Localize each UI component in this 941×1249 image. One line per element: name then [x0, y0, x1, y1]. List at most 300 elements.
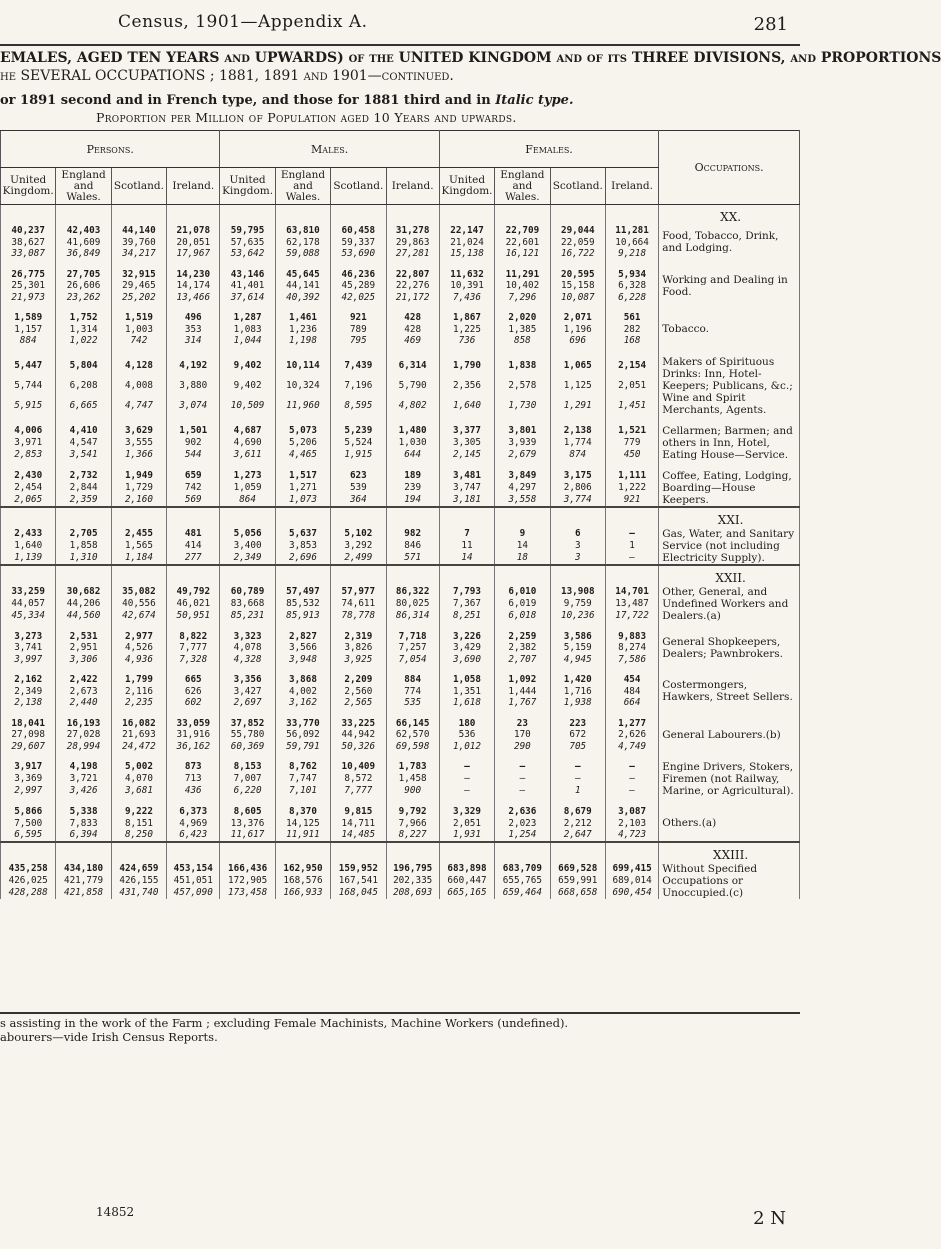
gap-cell	[111, 303, 166, 312]
table-cell: 7,439	[331, 356, 386, 376]
table-cell: 644	[386, 449, 439, 461]
table-cell: 1,198	[275, 335, 330, 347]
table-cell: 57,635	[220, 237, 275, 249]
gap-cell	[659, 416, 800, 425]
table-cell: 4,465	[275, 449, 330, 461]
table-cell: 7,196	[331, 376, 386, 396]
table-cell: 13,466	[167, 292, 220, 304]
table-cell: 4,002	[275, 686, 330, 698]
section-label-cell	[659, 565, 800, 586]
table-cell: 902	[167, 437, 220, 449]
table-cell: 2,138	[1, 697, 56, 709]
table-cell: 2,382	[495, 642, 550, 654]
col-persons-ire: Ireland.	[167, 168, 220, 205]
table-cell: 8,605	[220, 806, 275, 818]
table-cell: 166,436	[220, 863, 275, 875]
gap-cell	[386, 303, 439, 312]
table-cell: 62,570	[386, 729, 439, 741]
gap-cell	[659, 752, 800, 761]
table-cell: 3,292	[331, 539, 386, 551]
table-cell: 1,640	[1, 539, 56, 551]
table-cell: 3,175	[550, 470, 605, 482]
gap-cell	[275, 461, 330, 470]
table-cell: 2,997	[1, 785, 56, 797]
table-cell: 170	[495, 729, 550, 741]
table-cell: 31,916	[167, 729, 220, 741]
table-cell: 8,679	[550, 806, 605, 818]
table-cell: 1,589	[1, 312, 56, 324]
table-cell: 37,852	[220, 718, 275, 730]
table-cell: 6,018	[495, 610, 550, 622]
gap-cell	[386, 752, 439, 761]
table-cell: 2,636	[495, 806, 550, 818]
table-cell: —	[495, 773, 550, 785]
table-row	[1, 674, 800, 686]
occupation-cell	[659, 528, 800, 565]
table-cell: 683,898	[439, 863, 494, 875]
table-cell: 17,722	[605, 610, 658, 622]
gap-cell	[220, 622, 275, 631]
table-cell: 33,225	[331, 718, 386, 730]
table-cell: 314	[167, 335, 220, 347]
table-cell: 7,436	[439, 292, 494, 304]
table-cell: 3,629	[111, 425, 166, 437]
table-cell: 50,326	[331, 741, 386, 753]
table-cell: 167,541	[331, 875, 386, 887]
table-cell: 29,465	[111, 280, 166, 292]
gap-cell	[1, 709, 56, 718]
gap-cell	[111, 752, 166, 761]
gap-cell	[386, 260, 439, 269]
gap-cell	[275, 303, 330, 312]
table-row	[1, 425, 800, 437]
table-cell: 353	[167, 324, 220, 336]
table-cell: 884	[1, 335, 56, 347]
table-cell: 290	[495, 741, 550, 753]
table-cell: 2,023	[495, 818, 550, 830]
gap-cell	[659, 260, 800, 269]
occupation-cell	[659, 312, 800, 347]
gap-cell	[550, 665, 605, 674]
table-cell: 3,868	[275, 674, 330, 686]
table-cell: 10,509	[220, 396, 275, 416]
gap-cell	[1, 622, 56, 631]
table-cell: 1,012	[439, 741, 494, 753]
table-cell: 29,044	[550, 225, 605, 237]
table-cell: 60,369	[220, 741, 275, 753]
table-cell: 14,125	[275, 818, 330, 830]
table-cell: 40,392	[275, 292, 330, 304]
gap-cell	[495, 752, 550, 761]
table-cell: 57,497	[275, 586, 330, 598]
table-cell: 5,804	[56, 356, 111, 376]
table-cell: 421,779	[56, 875, 111, 887]
table-cell: 4,070	[111, 773, 166, 785]
table-cell: 1,314	[56, 324, 111, 336]
table-cell: 59,795	[220, 225, 275, 237]
table-cell: 22,807	[386, 269, 439, 281]
row-gap	[1, 461, 800, 470]
gap-cell	[439, 622, 494, 631]
gap-cell	[550, 752, 605, 761]
table-cell: 8,762	[275, 761, 330, 773]
section-header-spacer	[550, 842, 605, 863]
table-cell: 431,740	[111, 887, 166, 899]
table-cell: 39,760	[111, 237, 166, 249]
occupation-cell	[659, 718, 800, 753]
table-cell: 2,560	[331, 686, 386, 698]
occupation-cell	[659, 806, 800, 842]
table-cell: 3,586	[550, 631, 605, 643]
col-males-scot: Scotland.	[331, 168, 386, 205]
table-cell: 7,793	[439, 586, 494, 598]
section-header-spacer	[331, 507, 386, 528]
table-cell: 40,237	[1, 225, 56, 237]
table-cell: 59,337	[331, 237, 386, 249]
table-cell: 7,296	[495, 292, 550, 304]
gap-cell	[275, 416, 330, 425]
section-header-spacer	[495, 205, 550, 226]
table-cell: 9,792	[386, 806, 439, 818]
section-header-spacer	[550, 507, 605, 528]
row-gap	[1, 752, 800, 761]
table-cell: 1,111	[605, 470, 658, 482]
gap-cell	[495, 622, 550, 631]
table-cell: 8,274	[605, 642, 658, 654]
table-cell: 2,647	[550, 829, 605, 842]
gap-cell	[550, 461, 605, 470]
table-cell: 2,359	[56, 493, 111, 506]
section-header-spacer	[439, 565, 494, 586]
table-cell: —	[605, 785, 658, 797]
table-cell: 3,481	[439, 470, 494, 482]
table-cell: 18	[495, 551, 550, 564]
table-cell: 4,198	[56, 761, 111, 773]
gap-cell	[659, 461, 800, 470]
gap-cell	[495, 260, 550, 269]
gap-cell	[439, 709, 494, 718]
table-cell: 1,420	[550, 674, 605, 686]
table-cell: 27,098	[1, 729, 56, 741]
gap-cell	[275, 260, 330, 269]
table-cell: 1,059	[220, 481, 275, 493]
table-cell: 4,078	[220, 642, 275, 654]
table-cell: 2,455	[111, 528, 166, 540]
signature-mark: 2 N	[753, 1208, 786, 1229]
table-row	[1, 806, 800, 818]
table-cell: 3	[550, 539, 605, 551]
table-cell: 921	[605, 493, 658, 506]
row-gap	[1, 347, 800, 356]
occupation-cell	[659, 631, 800, 666]
gap-cell	[659, 347, 800, 356]
section-header-spacer	[605, 842, 658, 863]
table-cell: 14,711	[331, 818, 386, 830]
table-cell: 20,595	[550, 269, 605, 281]
table-cell: 1,501	[167, 425, 220, 437]
gap-cell	[220, 797, 275, 806]
gap-cell	[331, 622, 386, 631]
table-cell: 6,228	[605, 292, 658, 304]
table-cell: 7,777	[167, 642, 220, 654]
table-cell: 705	[550, 741, 605, 753]
table-cell: 4,969	[167, 818, 220, 830]
gap-cell	[56, 752, 111, 761]
table-cell: 5,102	[331, 528, 386, 540]
table-cell: 664	[605, 697, 658, 709]
table-cell: 18,041	[1, 718, 56, 730]
table-cell: 3,087	[605, 806, 658, 818]
table-cell: 5,206	[275, 437, 330, 449]
table-cell: —	[605, 551, 658, 564]
header-rule	[0, 44, 800, 46]
group-males: Males.	[220, 131, 439, 168]
table-cell: 14	[495, 539, 550, 551]
table-cell: 1,618	[439, 697, 494, 709]
gap-cell	[386, 347, 439, 356]
table-cell: 21,024	[439, 237, 494, 249]
gap-cell	[56, 797, 111, 806]
table-body	[1, 205, 800, 899]
section-header-spacer	[605, 507, 658, 528]
table-cell: 41,609	[56, 237, 111, 249]
table-cell: 900	[386, 785, 439, 797]
table-cell: 2,578	[495, 376, 550, 396]
row-gap	[1, 709, 800, 718]
section-header-spacer	[439, 507, 494, 528]
table-cell: 5,338	[56, 806, 111, 818]
table-cell: 202,335	[386, 875, 439, 887]
table-cell: 3,323	[220, 631, 275, 643]
gap-cell	[605, 752, 658, 761]
gap-cell	[550, 347, 605, 356]
table-cell: 1,790	[439, 356, 494, 376]
table-cell: 3,566	[275, 642, 330, 654]
table-cell: 45,334	[1, 610, 56, 622]
table-cell: 223	[550, 718, 605, 730]
group-females: Females.	[439, 131, 658, 168]
table-cell: 435,258	[1, 863, 56, 875]
table-cell: 36,162	[167, 741, 220, 753]
table-cell: 535	[386, 697, 439, 709]
gap-cell	[1, 347, 56, 356]
table-cell: 4,936	[111, 654, 166, 666]
table-cell: 569	[167, 493, 220, 506]
table-cell: 4,526	[111, 642, 166, 654]
gap-cell	[495, 303, 550, 312]
table-cell: 623	[331, 470, 386, 482]
table-cell: 1,030	[386, 437, 439, 449]
gap-cell	[167, 416, 220, 425]
gap-cell	[331, 416, 386, 425]
gap-cell	[220, 752, 275, 761]
table-cell: 2,422	[56, 674, 111, 686]
table-cell: 539	[331, 481, 386, 493]
table-cell: 56,092	[275, 729, 330, 741]
table-cell: 1,729	[111, 481, 166, 493]
gap-cell	[275, 622, 330, 631]
table-cell: —	[439, 773, 494, 785]
table-cell: 9,815	[331, 806, 386, 818]
section-header-spacer	[331, 205, 386, 226]
table-cell: 2,051	[439, 818, 494, 830]
gap-cell	[56, 303, 111, 312]
table-cell: 44,140	[111, 225, 166, 237]
gap-cell	[331, 303, 386, 312]
gap-cell	[56, 665, 111, 674]
table-cell: 7,718	[386, 631, 439, 643]
section-header-spacer	[167, 507, 220, 528]
gap-cell	[220, 709, 275, 718]
table-cell: 11,281	[605, 225, 658, 237]
table-cell: 6,010	[495, 586, 550, 598]
table-cell: 5,744	[1, 376, 56, 396]
gap-cell	[331, 709, 386, 718]
table-cell: 2,235	[111, 697, 166, 709]
table-cell: 282	[605, 324, 658, 336]
table-row	[1, 528, 800, 540]
table-cell: 1,277	[605, 718, 658, 730]
table-cell: 3,427	[220, 686, 275, 698]
table-cell: 1,083	[220, 324, 275, 336]
gap-cell	[439, 797, 494, 806]
occupation-cell	[659, 674, 800, 709]
table-cell: 69,598	[386, 741, 439, 753]
gap-cell	[605, 347, 658, 356]
table-cell: 3,305	[439, 437, 494, 449]
occupation-label: General Shopkeepers, Dealers; Pawnbrokers.	[662, 635, 783, 660]
table-cell: 5,002	[111, 761, 166, 773]
table-cell: 7,054	[386, 654, 439, 666]
table-cell: 2,259	[495, 631, 550, 643]
table-cell: 11,960	[275, 396, 330, 416]
table-cell: 8,250	[111, 829, 166, 842]
table-cell: 173,458	[220, 887, 275, 899]
table-cell: 2,673	[56, 686, 111, 698]
table-cell: 5,239	[331, 425, 386, 437]
table-cell: 78,778	[331, 610, 386, 622]
table-cell: 3,917	[1, 761, 56, 773]
table-cell: 33,087	[1, 248, 56, 260]
section-label: XXII.	[715, 570, 746, 585]
table-cell: 2,626	[605, 729, 658, 741]
table-cell: 1,225	[439, 324, 494, 336]
table-cell: 668,658	[550, 887, 605, 899]
table-cell: 22,709	[495, 225, 550, 237]
table-cell: 168	[605, 335, 658, 347]
table-title: Proportion per Million of Population aged 10 Years and upwards.	[96, 110, 517, 125]
table-cell: 659	[167, 470, 220, 482]
table-row	[1, 863, 800, 875]
row-gap	[1, 622, 800, 631]
table-cell: 194	[386, 493, 439, 506]
table-cell: 4,547	[56, 437, 111, 449]
section-header-spacer	[495, 507, 550, 528]
table-cell: 453,154	[167, 863, 220, 875]
table-cell: 3,356	[220, 674, 275, 686]
table-cell: 7,500	[1, 818, 56, 830]
table-cell: 428	[386, 324, 439, 336]
table-cell: 3	[550, 551, 605, 564]
table-cell: 3,181	[439, 493, 494, 506]
table-cell: 4,008	[111, 376, 166, 396]
gap-cell	[331, 797, 386, 806]
gap-cell	[386, 797, 439, 806]
gap-cell	[111, 347, 166, 356]
gap-cell	[550, 709, 605, 718]
table-cell: 4,128	[111, 356, 166, 376]
section-label-cell	[659, 842, 800, 863]
occupation-label: General Labourers.(b)	[662, 728, 781, 741]
table-cell: 2,020	[495, 312, 550, 324]
table-cell: 3,971	[1, 437, 56, 449]
table-cell: 451,051	[167, 875, 220, 887]
table-cell: 44,942	[331, 729, 386, 741]
table-cell: 27,028	[56, 729, 111, 741]
group-persons: Persons.	[1, 131, 220, 168]
section-header-spacer	[439, 205, 494, 226]
table-cell: 2,071	[550, 312, 605, 324]
occupation-cell	[659, 425, 800, 461]
table-cell: 1,774	[550, 437, 605, 449]
table-cell: 80,025	[386, 598, 439, 610]
table-cell: 3,774	[550, 493, 605, 506]
table-cell: 1,157	[1, 324, 56, 336]
table-cell: 846	[386, 539, 439, 551]
gap-cell	[331, 347, 386, 356]
table-cell: 46,021	[167, 598, 220, 610]
gap-cell	[605, 303, 658, 312]
table-cell: 40,556	[111, 598, 166, 610]
gap-cell	[550, 303, 605, 312]
table-cell: 428,288	[1, 887, 56, 899]
section-header-spacer	[167, 205, 220, 226]
table-cell: 3,853	[275, 539, 330, 551]
table-cell: 1,196	[550, 324, 605, 336]
section-header-spacer	[275, 565, 330, 586]
table-cell: 7,833	[56, 818, 111, 830]
gap-cell	[111, 797, 166, 806]
table-cell: 7,747	[275, 773, 330, 785]
table-cell: 4,723	[605, 829, 658, 842]
gap-cell	[167, 622, 220, 631]
table-cell: 63,810	[275, 225, 330, 237]
table-row	[1, 269, 800, 281]
gap-cell	[605, 797, 658, 806]
table-cell: 22,276	[386, 280, 439, 292]
table-cell: 873	[167, 761, 220, 773]
table-cell: 31,278	[386, 225, 439, 237]
occupation-label: Coffee, Eating, Lodging, Boarding—House Keepers.	[662, 469, 792, 506]
occupation-label: Cellarmen; Barmen; and others in Inn, Hotel, Eating House—Service.	[662, 424, 793, 461]
gap-cell	[605, 665, 658, 674]
table-cell: 544	[167, 449, 220, 461]
table-cell: 33,059	[167, 718, 220, 730]
table-cell: 16,722	[550, 248, 605, 260]
table-cell: 2,356	[439, 376, 494, 396]
table-cell: 3,747	[439, 481, 494, 493]
section-header-spacer	[605, 565, 658, 586]
table-cell: 1,565	[111, 539, 166, 551]
table-cell: 59,791	[275, 741, 330, 753]
table-cell: 2,977	[111, 631, 166, 643]
table-cell: 6	[550, 528, 605, 540]
table-cell: 6,328	[605, 280, 658, 292]
table-cell: 884	[386, 674, 439, 686]
occupation-cell	[659, 863, 800, 899]
table-cell: 10,087	[550, 292, 605, 304]
gap-cell	[605, 260, 658, 269]
